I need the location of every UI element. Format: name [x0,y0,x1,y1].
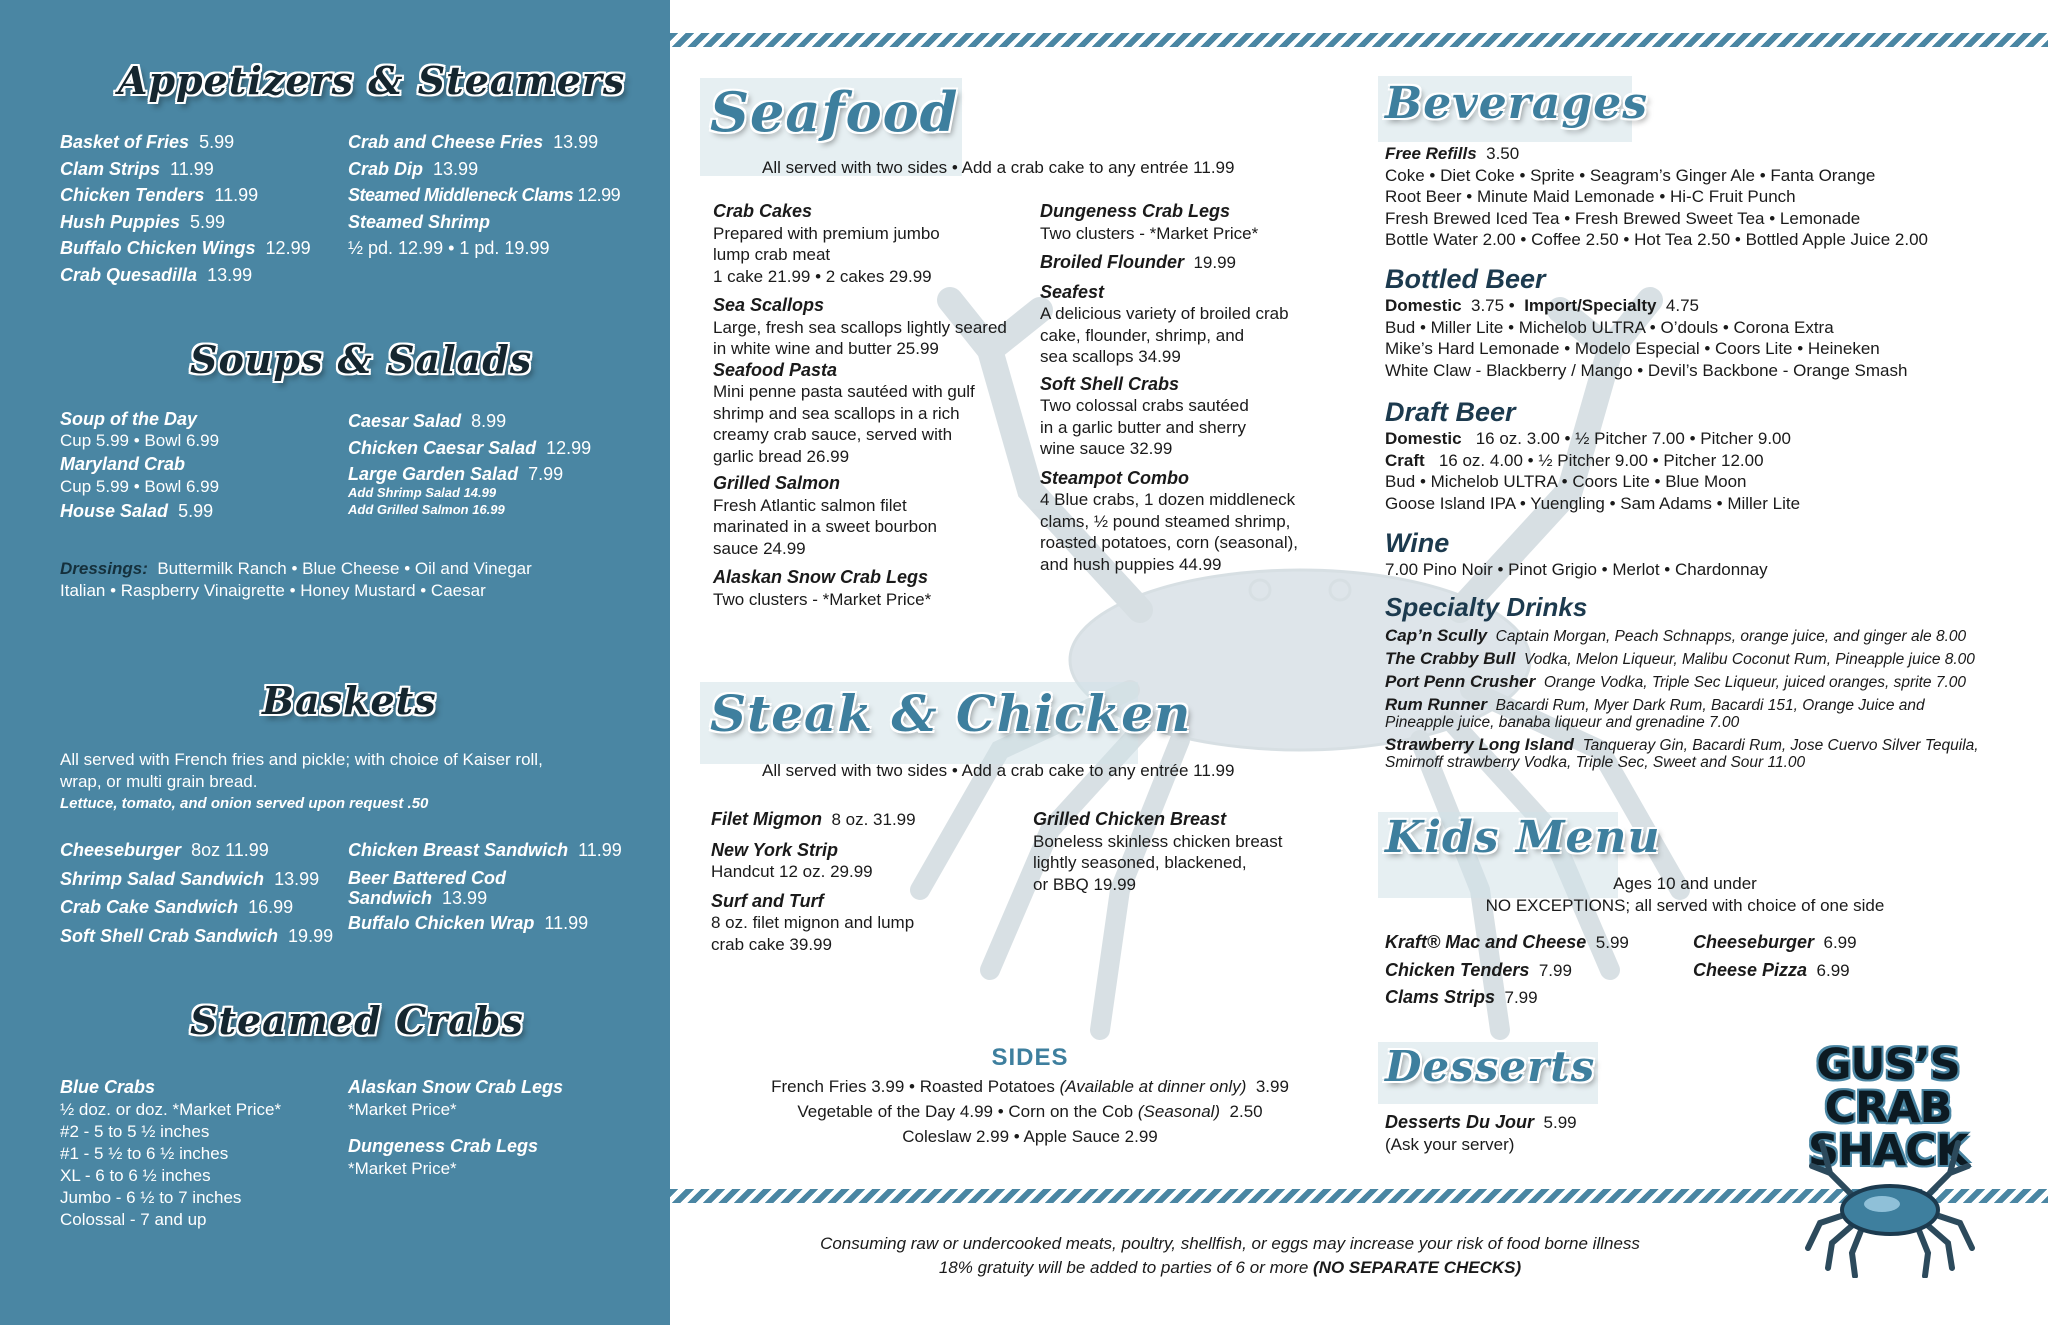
seafood-col2: Dungeness Crab Legs Two clusters - *Market Price* Broiled Flounder 19.99 Seafest A delicious variety of broiled crab cake, flounder, shrimp, and sea scallops 34.99 Soft Shell Crabs Two colossal crabs sautéed in a garlic butter and sherry wine sauce 32.99 Steampot Combo 4 Blue crabs, 1 dozen middleneck clams, ½ pound steamed shrimp, roasted potatoes, corn (seasonal), and hush puppies 44.99 [1040,201,1298,574]
drink-item: Strawberry Long Island Tanqueray Gin, Bacardi Rum, Jose Cuervo Silver Tequila, [1385,735,1979,754]
drink-item: Cap’n Scully Captain Morgan, Peach Schnapps, orange juice, and ginger ale 8.00 [1385,626,1967,645]
kids-title: Kids Menu [1385,812,1661,863]
baskets-col1 [60,836,333,950]
menu-item: Filet Migmon 8 oz. 31.99 [711,809,916,829]
menu-item: Crab Quesadilla 13.99 [60,264,253,285]
top-stripe-border [670,33,2048,47]
left-menu-panel [0,0,670,1325]
menu-item: Free Refills 3.50 [1385,144,1520,163]
menu-item: Chicken Breast Sandwich 11.99 [348,840,622,860]
menu-item: Buffalo Chicken Wrap 11.99 [348,913,589,933]
shrimp-prices: ½ pd. 12.99 • 1 pd. 19.99 [348,238,550,258]
crab-logo-icon [1800,1128,1980,1278]
menu-item: Crab Cake Sandwich 16.99 [60,897,294,917]
soups-col1 [60,408,219,525]
dressings: Dressings: Buttermilk Ranch • Blue Cheese • Oil and Vinegar Italian • Raspberry Vinaigrette • Honey Mustard • Caesar [60,559,532,600]
appetizers-col1 [60,129,311,288]
steamed-title: Steamed Crabs [190,998,524,1043]
soups-col2 [348,408,591,518]
desserts-title: Desserts [1385,1042,1596,1091]
menu-item: House Salad 5.99 [60,501,214,521]
menu-item: Steampot Combo [1040,467,1190,488]
specialty-title: Specialty Drinks [1385,592,1588,622]
blue-crabs: Blue Crabs ½ doz. or doz. *Market Price* #2 - 5 to 5 ½ inches #1 - 5 ½ to 6 ½ inches XL - 6 to 6 ½ inches Jumbo - 6 ½ to 7 inches Colossal - 7 and up [60,1077,282,1229]
menu-item: Steamed Shrimp [348,211,491,232]
menu-item: Soft Shell Crabs [1040,373,1180,394]
kids-col2 [1693,929,1857,984]
menu-item: Shrimp Salad Sandwich 13.99 [60,868,320,889]
baskets-title: Baskets [262,678,437,723]
menu-item: Cheese Pizza 6.99 [1693,959,1850,980]
footer-notice: Consuming raw or undercooked meats, poultry, shellfish, or eggs may increase your risk of food borne illness 18% gratuity will be added to parties of 6 or more (NO SEPARATE CHECKS) [820,1234,1640,1277]
menu-item-prices: Cup 5.99 • Bowl 6.99 [60,431,220,450]
menu-item: Clam Strips 11.99 [60,158,214,179]
draft-title: Draft Beer [1385,397,1516,427]
menu-item: Large Garden Salad 7.99 [348,464,564,484]
steak-col1: Filet Migmon 8 oz. 31.99 New York Strip Handcut 12 oz. 29.99 Surf and Turf 8 oz. filet mignon and lump crab cake 39.99 [711,809,916,954]
menu-item: Crab Cakes [713,201,813,221]
menu-item: Alaskan Snow Crab Legs [713,567,929,587]
menu-item: Sea Scallops [713,295,825,315]
bottled-beer: Bottled Beer Domestic 3.75 • Import/Specialty 4.75 Bud • Miller Lite • Michelob ULTRA • O’douls • Corona Extra Mike’s Hard Lemonade • Modelo Especial • Coors Lite • Heineken White Claw - Blackberry / Mango • Devil’s Backbone - Orange Smash [1385,264,1908,380]
menu-item: New York Strip [711,839,839,860]
kids-subtitle: Ages 10 and under NO EXCEPTIONS; all served with choice of one side [1485,874,1885,915]
wine: Wine 7.00 Pino Noir • Pinot Grigio • Merlot • Chardonnay [1385,528,1768,579]
appetizers-col2 [348,129,620,262]
desserts-list: Desserts Du Jour 5.99 (Ask your server) [1385,1112,1577,1154]
seafood-col1: Crab Cakes Prepared with premium jumbo lump crab meat 1 cake 21.99 • 2 cakes 29.99 Sea Scallops Large, fresh sea scallops lightly seared in white wine and butter 25.99 Seafood Pasta Mini penne pasta sautéed with gulf shrimp and sea scallops in a rich creamy crab sauce, served with garlic bread 26.99 Grilled Salmon Fresh Atlantic salmon filet marinated in a sweet bourbon sauce 24.99 Alaskan Snow Crab Legs Two clusters - *Market Price* [713,201,1007,609]
dressings-label: Dressings: [60,559,148,578]
menu-item: Buffalo Chicken Wings 12.99 [60,238,311,258]
menu-item: Soup of the Day [60,409,198,429]
wine-title: Wine [1385,528,1450,558]
menu-item: Clams Strips 7.99 [1385,987,1538,1007]
kids-col1 [1385,929,1629,1012]
menu-item: Caesar Salad 8.99 [348,411,507,431]
menu-item: Seafood Pasta [713,359,838,380]
drink-item: The Crabby Bull Vodka, Melon Liqueur, Malibu Coconut Rum, Pineapple juice 8.00 [1385,649,1975,668]
menu-item: Dungeness Crab Legs [1040,201,1231,221]
menu-item: Maryland Crab [60,454,186,474]
baskets-note: Lettuce, tomato, and onion served upon request .50 [60,795,429,812]
sides-section: SIDES French Fries 3.99 • Roasted Potatoes (Available at dinner only) 3.99 Vegetable of the Day 4.99 • Corn on the Cob (Seasonal) 2.50 Coleslaw 2.99 • Apple Sauce 2.99 [700,1044,1360,1149]
menu-item: Chicken Caesar Salad 12.99 [348,437,592,458]
appetizers-title: Appetizers & Steamers [118,58,626,103]
menu-item: Crab Dip 13.99 [348,158,479,179]
bottled-title: Bottled Beer [1385,264,1546,294]
menu-item: Grilled Chicken Breast [1033,809,1227,829]
menu-item: Hush Puppies 5.99 [60,211,226,232]
menu-item: Beer Battered Cod [348,868,507,888]
steamed-col2: Alaskan Snow Crab Legs *Market Price* Dungeness Crab Legs *Market Price* [348,1077,564,1178]
baskets-col2: Chicken Breast Sandwich 11.99 Beer Battered Cod Sandwich 13.99 Buffalo Chicken Wrap 11.99 [348,836,622,938]
menu-item: Chicken Tenders 7.99 [1385,959,1572,980]
restaurant-logo: GUS’S CRAB SHACK [1807,1040,1969,1176]
add-shrimp: Add Shrimp Salad 14.99 [348,484,497,500]
menu-item: Grilled Salmon [713,473,841,493]
drink-item: Port Penn Crusher Orange Vodka, Triple Sec Liqueur, juiced oranges, sprite 7.00 [1385,672,1967,691]
menu-item: Kraft® Mac and Cheese 5.99 [1385,932,1629,952]
soups-title: Soups & Salads [190,337,533,382]
menu-item: Cheeseburger 8oz 11.99 [60,840,269,860]
menu-item: Broiled Flounder 19.99 [1040,252,1236,272]
seafood-title: Seafood [710,80,959,144]
specialty-drinks: Specialty Drinks Cap’n Scully Captain Morgan, Peach Schnapps, orange juice, and ginger ale 8.00 The Crabby Bull Vodka, Melon Liqueur, Malibu Coconut Rum, Pineapple juice 8.00 Port Penn Crusher Orange Vodka, Triple Sec Liqueur, juiced oranges, sprite 7.00 Rum Runner Bacardi Rum, Myer Dark Rum, Bacardi 151, Orange Juice and Pineapple juice, banaba liqueur and grenadine 7.00 Strawberry Long Island Tanqueray Gin, Bacardi Rum, Jose Cuervo Silver Tequila, Smirnoff strawberry Vodka, Triple Sec, Sweet and Sour 11.00 [1385,592,1979,771]
steak-title: Steak & Chicken [710,684,1192,743]
menu-item: Crab and Cheese Fries 13.99 [348,132,599,152]
menu-item: Desserts Du Jour 5.99 [1385,1112,1577,1132]
menu-item: Cheeseburger 6.99 [1693,932,1857,952]
baskets-desc: All served with French fries and pickle; with choice of Kaiser roll, wrap, or multi grain bread. Lettuce, tomato, and onion served upon request .50 [60,749,543,815]
beverages-list: Free Refills 3.50 Coke • Diet Coke • Sprite • Seagram’s Ginger Ale • Fanta Orange Root Beer • Minute Maid Lemonade • Hi-C Fruit Punch Fresh Brewed Iced Tea • Fresh Brewed Sweet Tea • Lemonade Bottle Water 2.00 • Coffee 2.50 • Hot Tea 2.50 • Bottled Apple Juice 2.00 [1385,144,1928,249]
menu-item: Chicken Tenders 11.99 [60,185,259,205]
drink-item: Rum Runner Bacardi Rum, Myer Dark Rum, Bacardi 151, Orange Juice and [1385,695,1925,714]
steak-subtitle: All served with two sides • Add a crab cake to any entrée 11.99 [762,761,1235,780]
menu-item: Basket of Fries 5.99 [60,132,235,152]
menu-item: Steamed Middleneck Clams 12.99 [348,185,621,205]
beverages-title: Beverages [1385,78,1648,129]
draft-beer: Draft Beer Domestic 16 oz. 3.00 • ½ Pitcher 7.00 • Pitcher 9.00 Craft 16 oz. 4.00 • ½ Pitcher 9.00 • Pitcher 12.00 Bud • Michelob ULTRA • Coors Lite • Blue Moon Goose Island IPA • Yuengling • Sam Adams • Miller Lite [1385,397,1801,513]
seafood-subtitle: All served with two sides • Add a crab cake to any entrée 11.99 [762,158,1235,177]
sides-title: SIDES [991,1044,1069,1071]
menu-item: Soft Shell Crab Sandwich 19.99 [60,925,334,946]
menu-item: Seafest [1040,281,1105,302]
add-salmon: Add Grilled Salmon 16.99 [348,501,505,517]
steak-col2: Grilled Chicken Breast Boneless skinless chicken breast lightly seasoned, blackened, or BBQ 19.99 [1033,809,1283,894]
menu-item-prices: Cup 5.99 • Bowl 6.99 [60,477,220,496]
menu-item: Surf and Turf [711,890,824,911]
